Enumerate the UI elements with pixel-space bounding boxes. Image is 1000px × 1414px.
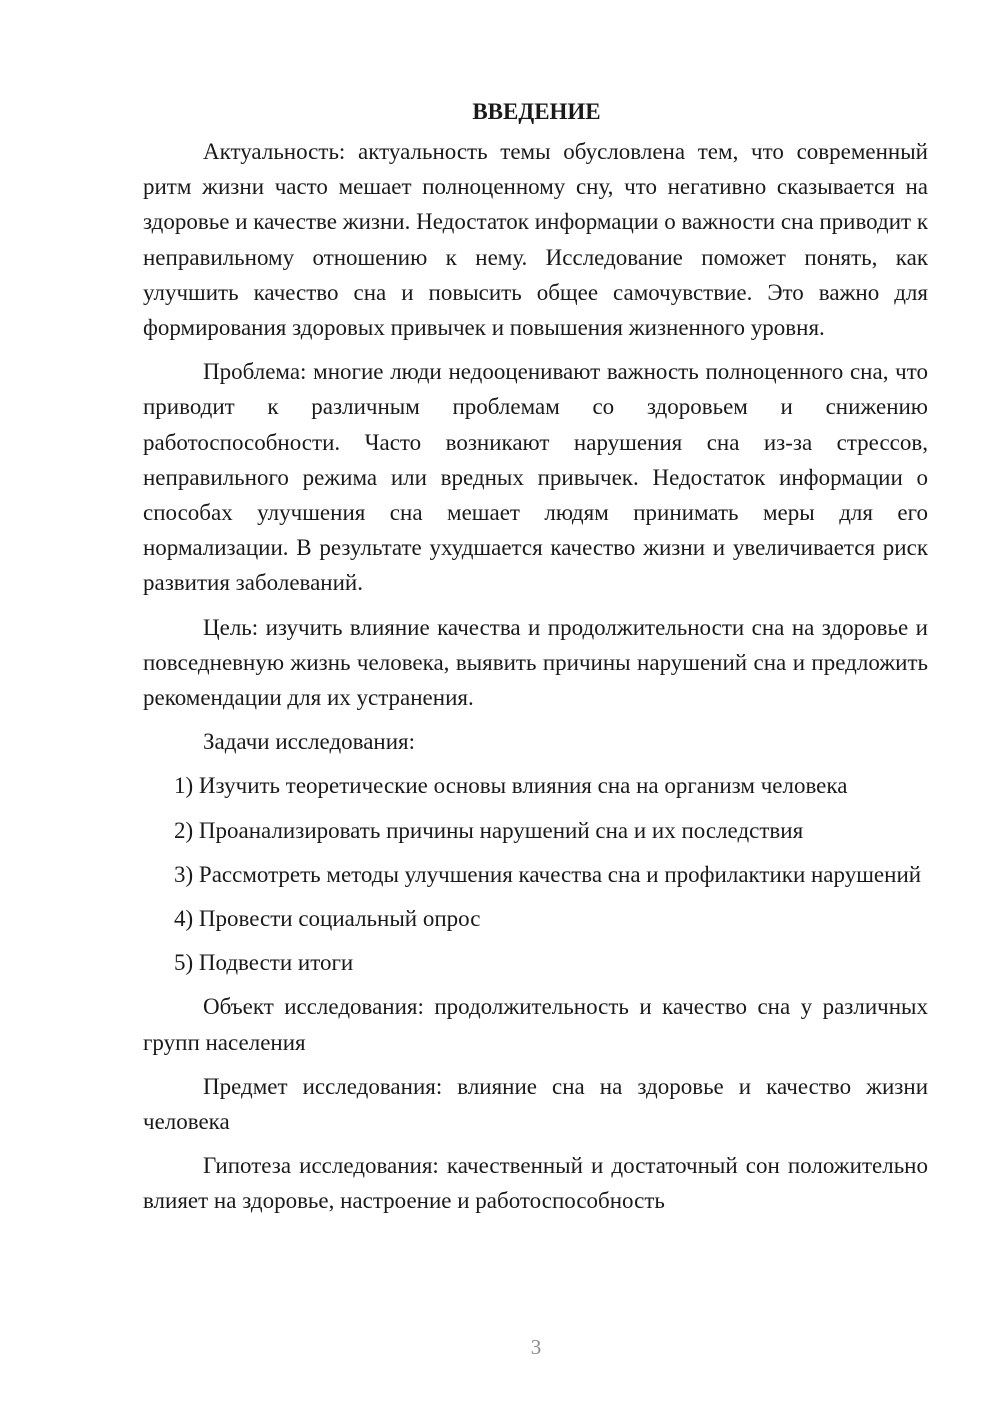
task-item-3: 3) Рассмотреть методы улучшения качества сна и профилактики нарушений xyxy=(174,861,922,887)
page-content xyxy=(143,94,928,1228)
page-number: 3 xyxy=(530,1335,542,1359)
paragraph-object: Объект исследования: продолжительность и качество сна у различных групп населения xyxy=(143,994,928,1055)
tasks-heading: Задачи исследования: xyxy=(203,729,416,755)
paragraph-relevance: Актуальность: актуальность темы обусловлена тем, что современный ритм жизни часто мешает полноценному сну, что негативно сказывается на здоровье и качестве жизни. Недостаток информации о важности сна приводит к неправильному отношению к нему. Исследование поможет понять, как улучшить качество сна и повысить общее самочувствие. Это важно для формирования здоровых привычек и повышения жизненного уровня. xyxy=(143,139,928,341)
task-item-1: 1) Изучить теоретические основы влияния сна на организм человека xyxy=(174,773,848,799)
paragraph-subject: Предмет исследования: влияние сна на здоровье и качество жизни человека xyxy=(143,1073,928,1135)
paragraph-hypothesis: Гипотеза исследования: качественный и достаточный сон положительно влияет на здоровье, настроение и работоспособность xyxy=(143,1153,928,1214)
task-item-4: 4) Провести социальный опрос xyxy=(174,906,481,932)
page-title: ВВЕДЕНИЕ xyxy=(472,99,601,124)
paragraph-goal: Цель: изучить влияние качества и продолжительности сна на здоровье и повседневную жизнь человека, выявить причины нарушений сна и предложить рекомендации для их устранения. xyxy=(143,614,928,711)
task-item-2: 2) Проанализировать причины нарушений сна и их последствия xyxy=(174,817,804,843)
paragraph-problem: Проблема: многие люди недооценивают важность полноценного сна, что приводит к различным проблемам со здоровьем и снижению работоспособности. Часто возникают нарушения сна из-за стрессов, неправильного режима или вредных привычек. Недостаток информации о способах улучшения сна мешает людям принимать меры для его нормализации. В результате ухудшается качество жизни и увеличивается риск развития заболеваний. xyxy=(143,359,928,596)
task-item-5: 5) Подвести итоги xyxy=(174,950,354,976)
